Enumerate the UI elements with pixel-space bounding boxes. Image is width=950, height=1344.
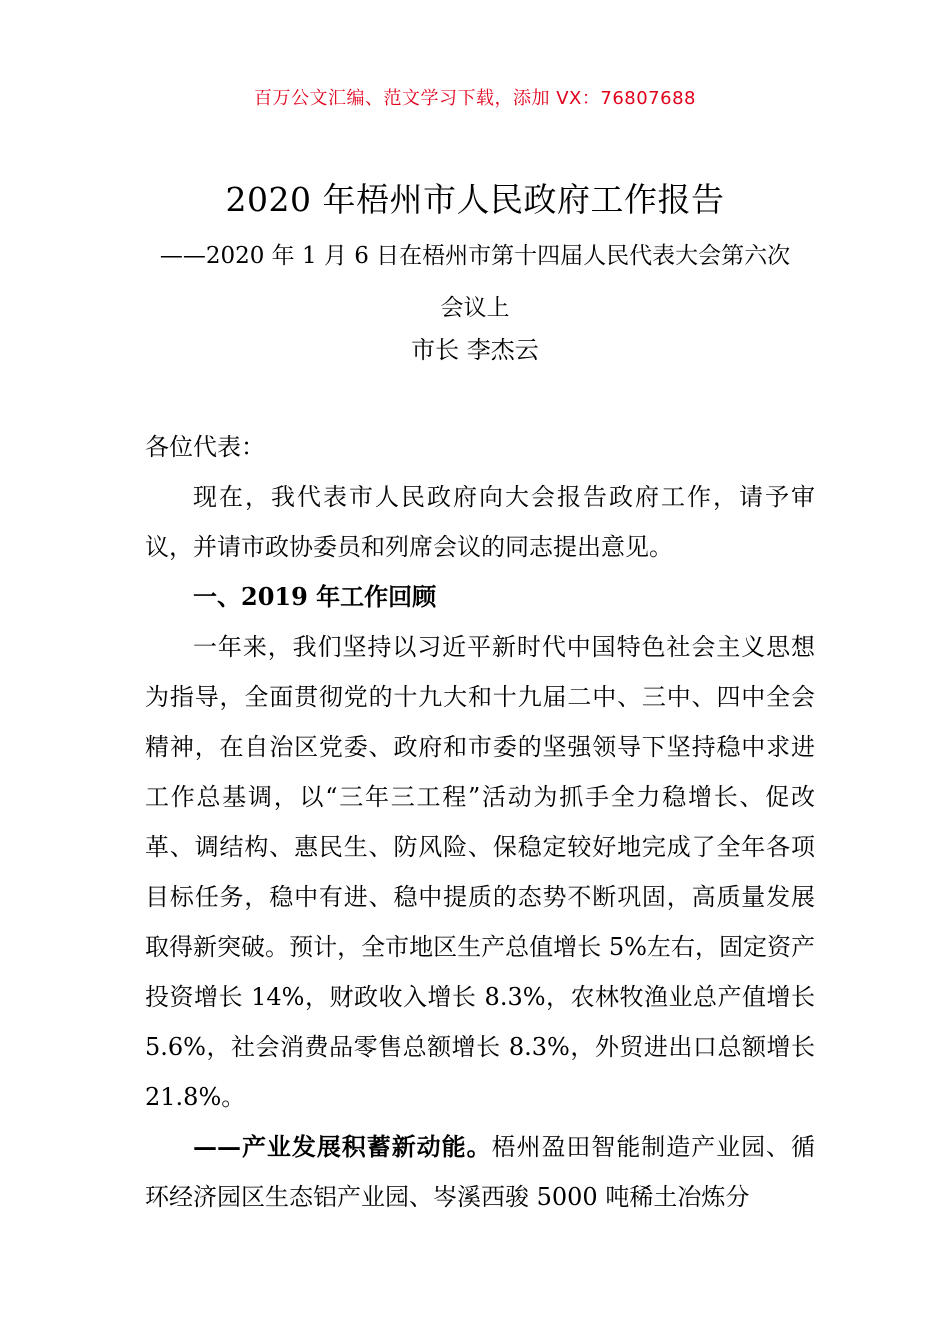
industry-paragraph <box>145 1122 815 1222</box>
document-author: 市长 李杰云 <box>411 336 539 364</box>
document-subtitle: ——2020 年 1 月 6 日在梧州市第十四届人民代表大会第六次会议上 <box>159 243 791 321</box>
review-paragraph: 一年来，我们坚持以习近平新时代中国特色社会主义思想为指导，全面贯彻党的十九大和十九届二中、三中、四中全会精神，在自治区党委、政府和市委的坚强领导下坚持稳中求进工作总基调，以“三年三工程”活动为抓手全力稳增长、促改革、调结构、惠民生、防风险、保稳定较好地完成了全年各项目标任务，稳中有进、稳中提质的态势不断巩固，高质量发展取得新突破。预计，全市地区生产总值增长 5%左右，固定资产投资增长 14%，财政收入增长 8.3%，农林牧渔业总产值增长 5.6%，社会消费品零售总额增长 8.3%，外贸进出口总额增长 21.8%。 <box>145 633 815 1111</box>
industry-lead: ——产业发展积蓄新动能。 <box>193 1132 492 1161</box>
section-heading: 一、2019 年工作回顾 <box>193 582 437 611</box>
intro-paragraph: 现在，我代表市人民政府向大会报告政府工作，请予审议，并请市政协委员和列席会议的同志提出意见。 <box>145 483 815 561</box>
header-banner: 百万公文汇编、范文学习下载，添加 VX：76807688 <box>254 88 696 109</box>
salutation: 各位代表： <box>145 433 265 461</box>
document-title: 2020 年梧州市人民政府工作报告 <box>225 180 725 219</box>
document-body <box>145 422 815 1222</box>
industry-text: 梧州盈田智能制造产业园、循环经济园区生态铝产业园、岑溪西骏 5000 吨稀土冶炼分 <box>145 1133 816 1211</box>
